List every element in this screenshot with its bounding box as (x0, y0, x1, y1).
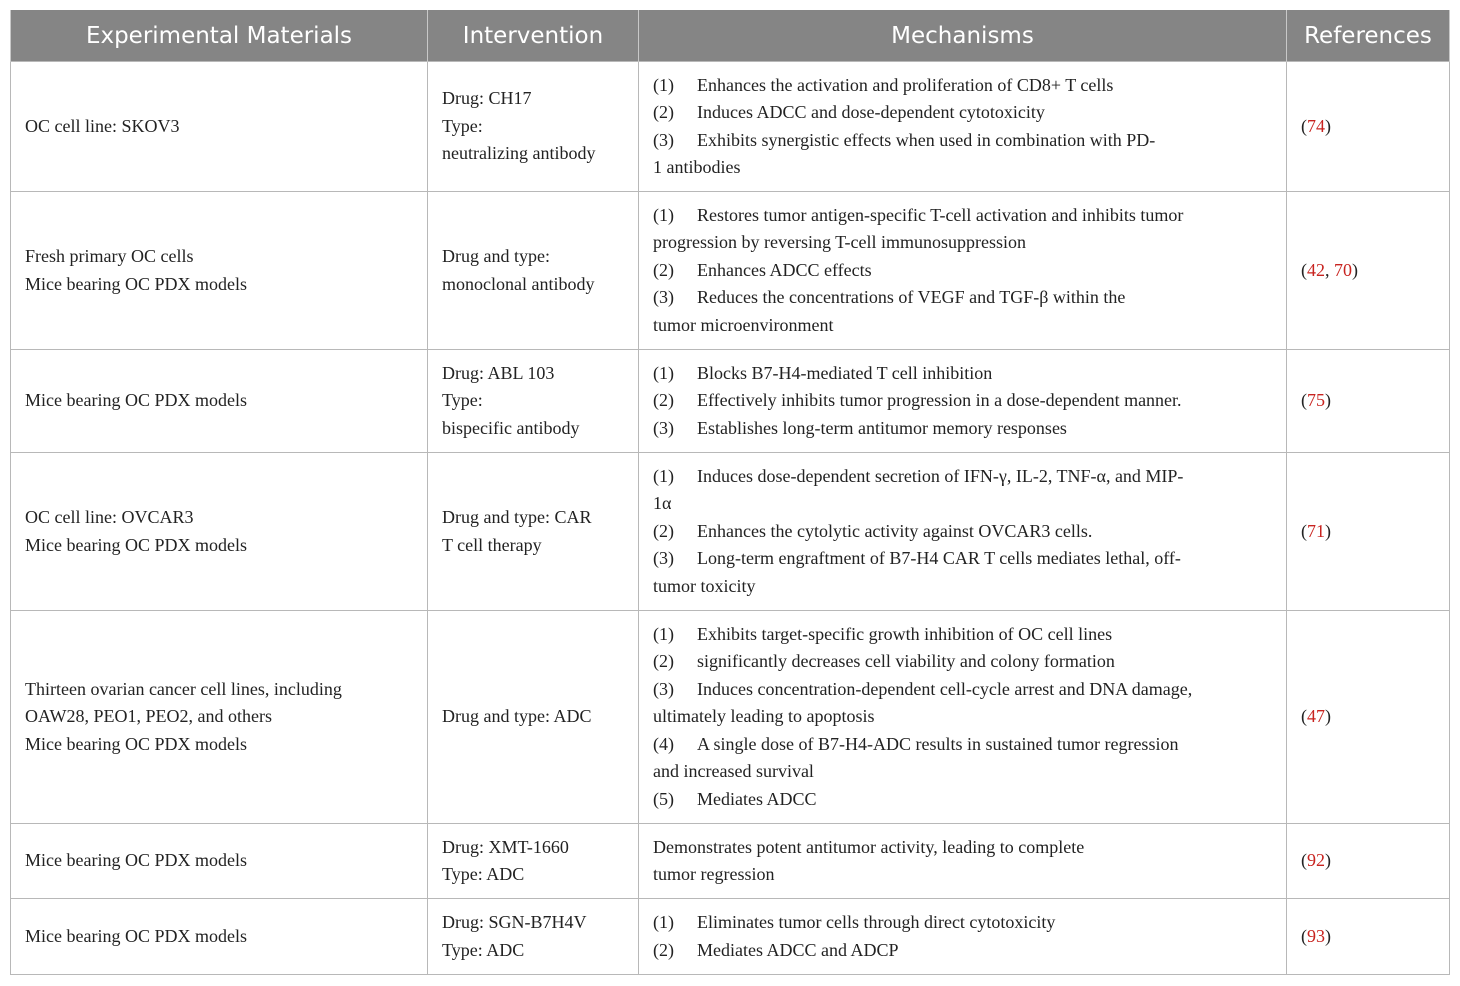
mechanism-number: (3) (653, 287, 674, 308)
cell-intervention (428, 611, 639, 824)
materials-line: OAW28, PEO1, PEO2, and others (25, 706, 273, 727)
materials-line: Mice bearing OC PDX models (25, 390, 247, 411)
mechanism-line (653, 490, 1274, 518)
mechanism-line (653, 703, 1274, 731)
mechanism-line (653, 573, 1274, 601)
table-row (11, 824, 1450, 899)
cell-references: (42, 70) (1287, 192, 1450, 350)
mechanism-line (653, 127, 1274, 155)
mechanism-text: progression by reversing T-cell immunosuppression (653, 232, 1026, 253)
intervention-line: Type: (442, 115, 483, 136)
mechanism-line (653, 518, 1274, 546)
intervention-line: monoclonal antibody (442, 273, 595, 294)
cell-materials (11, 350, 428, 453)
mechanism-text: tumor microenvironment (653, 314, 834, 335)
intervention-line: neutralizing antibody (442, 143, 596, 164)
cell-mechanisms (639, 824, 1287, 899)
reference-link[interactable]: 71 (1307, 520, 1325, 541)
mechanism-number: (2) (653, 102, 674, 122)
header-mechanisms: Mechanisms (639, 10, 1287, 62)
materials-line: Mice bearing OC PDX models (25, 534, 247, 555)
mechanism-line (653, 387, 1274, 415)
cell-materials (11, 611, 428, 824)
mechanism-number: (5) (653, 788, 674, 809)
mechanism-text: Establishes long-term antitumor memory responses (697, 417, 1067, 438)
mechanism-text: tumor regression (653, 864, 775, 884)
table-row (11, 611, 1450, 824)
materials-line: Mice bearing OC PDX models (25, 850, 247, 871)
mechanism-number: (2) (653, 939, 674, 960)
mechanism-number: (1) (653, 362, 674, 383)
mechanism-line (653, 834, 1274, 862)
mechanism-line (653, 621, 1274, 649)
mechanism-text: Restores tumor antigen-specific T-cell activation and inhibits tumor (697, 204, 1184, 225)
mechanism-number: (1) (653, 74, 674, 95)
cell-intervention (428, 62, 639, 192)
mechanism-text: Eliminates tumor cells through direct cytotoxicity (697, 912, 1056, 932)
cell-materials (11, 62, 428, 192)
cell-references: (47) (1287, 611, 1450, 824)
table-row (11, 192, 1450, 350)
mechanism-text: Reduces the concentrations of VEGF and TGF-β within the (697, 287, 1126, 308)
mechanism-text: tumor toxicity (653, 575, 756, 596)
header-references: References (1287, 10, 1450, 62)
mechanism-text: Enhances the cytolytic activity against OVCAR3 cells. (697, 520, 1093, 541)
header-experimental-materials: Experimental Materials (11, 10, 428, 62)
intervention-line: Drug: ABL 103 (442, 362, 555, 383)
data-table (10, 10, 1450, 975)
mechanism-line (653, 154, 1274, 182)
intervention-line: Drug: CH17 (442, 88, 532, 109)
mechanism-line (653, 99, 1274, 127)
mechanism-text: Induces dose-dependent secretion of IFN-γ, IL-2, TNF-α, and MIP- (697, 465, 1184, 486)
mechanism-number: (2) (653, 520, 674, 541)
mechanism-text: Mediates ADCC (697, 788, 817, 809)
cell-references: (75) (1287, 350, 1450, 453)
mechanism-number: (3) (653, 417, 674, 438)
cell-mechanisms (639, 192, 1287, 350)
cell-materials (11, 453, 428, 611)
mechanism-text: Induces concentration-dependent cell-cycle arrest and DNA damage, (697, 678, 1193, 699)
reference-link[interactable]: 75 (1307, 390, 1325, 411)
reference-link[interactable]: 70 (1334, 259, 1352, 280)
mechanism-line (653, 909, 1274, 937)
mechanism-number: (1) (653, 204, 674, 225)
mechanism-text: Effectively inhibits tumor progression in a dose-dependent manner. (697, 390, 1182, 411)
mechanism-line (653, 463, 1274, 491)
mechanism-text: Mediates ADCC and ADCP (697, 939, 899, 960)
cell-intervention (428, 899, 639, 975)
mechanism-text: Blocks B7-H4-mediated T cell inhibition (697, 362, 993, 383)
cell-mechanisms (639, 899, 1287, 975)
mechanism-text: 1 antibodies (653, 157, 741, 177)
cell-materials (11, 192, 428, 350)
intervention-line: Drug: XMT-1660 (442, 836, 569, 857)
cell-intervention (428, 192, 639, 350)
mechanism-number: (3) (653, 678, 674, 699)
table-body (11, 62, 1450, 975)
mechanism-number: (3) (653, 129, 674, 150)
mechanism-text: Demonstrates potent antitumor activity, leading to complete (653, 836, 1085, 857)
cell-mechanisms (639, 350, 1287, 453)
header-intervention: Intervention (428, 10, 639, 62)
cell-references: (74) (1287, 62, 1450, 192)
mechanism-text: significantly decreases cell viability and colony formation (697, 651, 1115, 672)
mechanism-line (653, 415, 1274, 443)
cell-references: (92) (1287, 824, 1450, 899)
cell-references: (93) (1287, 899, 1450, 975)
mechanism-line (653, 312, 1274, 340)
mechanism-text: 1α (653, 493, 672, 514)
mechanism-line (653, 731, 1274, 759)
materials-line: Mice bearing OC PDX models (25, 273, 247, 294)
reference-link[interactable]: 93 (1307, 925, 1325, 946)
mechanism-text: Enhances ADCC effects (697, 259, 872, 280)
mechanism-line (653, 545, 1274, 573)
table-row (11, 62, 1450, 192)
cell-mechanisms (639, 62, 1287, 192)
cell-intervention (428, 350, 639, 453)
reference-link[interactable]: 42 (1307, 259, 1325, 280)
table-row (11, 899, 1450, 975)
header-row (11, 10, 1450, 62)
table-row (11, 350, 1450, 453)
mechanism-text: Enhances the activation and proliferation of CD8+ T cells (697, 74, 1114, 95)
mechanism-line (653, 786, 1274, 814)
reference-link[interactable]: 92 (1307, 850, 1325, 871)
mechanism-number: (4) (653, 733, 674, 754)
reference-link[interactable]: 47 (1307, 706, 1325, 727)
mechanism-line (653, 937, 1274, 965)
materials-line: Mice bearing OC PDX models (25, 733, 247, 754)
cell-materials (11, 824, 428, 899)
mechanism-number: (3) (653, 548, 674, 569)
intervention-line: Drug: SGN-B7H4V (442, 912, 587, 932)
intervention-line: bispecific antibody (442, 417, 580, 438)
reference-link[interactable]: 74 (1307, 115, 1325, 136)
cell-mechanisms (639, 453, 1287, 611)
cell-intervention (428, 453, 639, 611)
intervention-line: T cell therapy (442, 534, 542, 555)
cell-references: (71) (1287, 453, 1450, 611)
intervention-line: Drug and type: (442, 246, 550, 266)
mechanism-line (653, 758, 1274, 786)
materials-line: OC cell line: OVCAR3 (25, 507, 194, 527)
mechanism-text: Exhibits target-specific growth inhibition of OC cell lines (697, 623, 1113, 644)
intervention-line: Drug and type: CAR (442, 507, 592, 527)
cell-materials (11, 899, 428, 975)
mechanism-line (653, 861, 1274, 889)
cell-intervention (428, 824, 639, 899)
mechanism-text: Induces ADCC and dose-dependent cytotoxicity (697, 102, 1045, 122)
mechanism-line (653, 648, 1274, 676)
mechanism-text: Exhibits synergistic effects when used in combination with PD- (697, 129, 1156, 150)
mechanism-line (653, 72, 1274, 100)
cell-mechanisms (639, 611, 1287, 824)
mechanism-number: (1) (653, 623, 674, 644)
mechanism-line (653, 676, 1274, 704)
mechanism-line (653, 360, 1274, 388)
mechanism-text: A single dose of B7-H4-ADC results in sustained tumor regression (697, 733, 1179, 754)
table-row (11, 453, 1450, 611)
mechanism-number: (2) (653, 259, 674, 280)
mechanism-number: (2) (653, 651, 674, 672)
mechanism-text: ultimately leading to apoptosis (653, 706, 875, 727)
intervention-line: Drug and type: ADC (442, 706, 592, 727)
materials-line: Fresh primary OC cells (25, 246, 194, 266)
mechanism-text: Long-term engraftment of B7-H4 CAR T cells mediates lethal, off- (697, 548, 1181, 569)
mechanism-number: (2) (653, 390, 674, 411)
mechanism-line (653, 257, 1274, 285)
mechanism-text: and increased survival (653, 761, 814, 782)
mechanism-line (653, 229, 1274, 257)
mechanism-number: (1) (653, 465, 674, 486)
mechanism-number: (1) (653, 912, 674, 932)
mechanism-line (653, 202, 1274, 230)
materials-line: Mice bearing OC PDX models (25, 925, 247, 946)
materials-line: Thirteen ovarian cancer cell lines, including (25, 678, 342, 699)
intervention-line: Type: ADC (442, 864, 525, 884)
materials-line: OC cell line: SKOV3 (25, 115, 180, 136)
intervention-line: Type: ADC (442, 939, 525, 960)
mechanism-line (653, 284, 1274, 312)
intervention-line: Type: (442, 390, 483, 411)
